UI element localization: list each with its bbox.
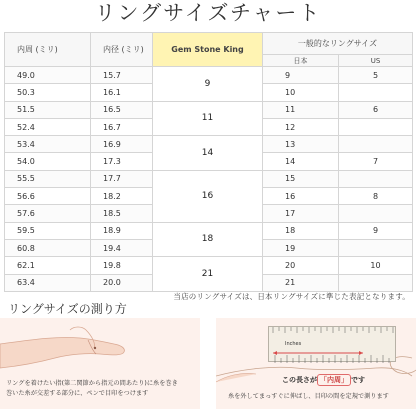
us-size-cell	[339, 170, 413, 187]
us-size-cell	[339, 205, 413, 222]
diameter-cell: 16.5	[91, 101, 153, 118]
japan-size-cell: 9	[263, 67, 339, 84]
us-size-cell: 6	[339, 101, 413, 118]
us-size-cell: 10	[339, 257, 413, 274]
circumference-cell: 63.4	[5, 274, 91, 291]
diameter-cell: 18.5	[91, 205, 153, 222]
caption-left-line-2: 巻いた糸が交差する部分に、ペンで目印をつけます	[6, 390, 149, 397]
diameter-cell: 16.9	[91, 136, 153, 153]
us-size-cell	[339, 118, 413, 135]
caption-left	[6, 379, 196, 399]
us-size-cell: 7	[339, 153, 413, 170]
circumference-cell: 57.6	[5, 205, 91, 222]
hand-illustration	[0, 318, 200, 378]
us-size-cell	[339, 239, 413, 256]
circumference-cell: 59.5	[5, 222, 91, 239]
brand-size-cell: 16	[153, 170, 263, 222]
inner-circumference-label	[282, 374, 365, 386]
japan-size-cell: 17	[263, 205, 339, 222]
circumference-cell: 56.6	[5, 188, 91, 205]
japan-size-cell: 13	[263, 136, 339, 153]
diameter-cell: 18.2	[91, 188, 153, 205]
diameter-cell: 19.4	[91, 239, 153, 256]
brand-size-cell: 11	[153, 101, 263, 136]
measure-title: リングサイズの測り方	[8, 302, 127, 316]
circumference-cell: 51.5	[5, 101, 91, 118]
japan-size-cell: 14	[263, 153, 339, 170]
header-general-size: 一般的なリングサイズ	[263, 33, 413, 55]
caption-right: 糸を外してまっすぐに伸ばし、目印の間を定規で測ります	[228, 393, 389, 400]
header-us: US	[339, 55, 413, 67]
circumference-cell: 62.1	[5, 257, 91, 274]
naishu-suffix: です	[351, 376, 365, 384]
diameter-cell: 18.9	[91, 222, 153, 239]
header-diameter: 内径 (ミリ)	[91, 33, 153, 67]
japan-size-cell: 12	[263, 118, 339, 135]
table-row	[5, 136, 413, 153]
header-brand: Gem Stone King	[153, 33, 263, 67]
diameter-cell: 20.0	[91, 274, 153, 291]
diameter-cell: 17.7	[91, 170, 153, 187]
diameter-cell: 17.3	[91, 153, 153, 170]
circumference-cell: 54.0	[5, 153, 91, 170]
us-size-cell: 5	[339, 67, 413, 84]
circumference-cell: 52.4	[5, 118, 91, 135]
brand-size-cell: 18	[153, 222, 263, 257]
us-size-cell	[339, 84, 413, 101]
us-size-cell	[339, 136, 413, 153]
naishu-prefix: この長さが	[282, 376, 317, 384]
table-row	[5, 170, 413, 187]
header-circumference: 内周 (ミリ)	[5, 33, 91, 67]
table-row	[5, 222, 413, 239]
diameter-cell: 16.1	[91, 84, 153, 101]
japan-size-cell: 16	[263, 188, 339, 205]
table-row	[5, 67, 413, 84]
japan-size-cell: 10	[263, 84, 339, 101]
us-size-cell: 9	[339, 222, 413, 239]
ruler-label: Inches	[285, 341, 302, 347]
us-size-cell	[339, 274, 413, 291]
circumference-cell: 55.5	[5, 170, 91, 187]
circumference-cell: 50.3	[5, 84, 91, 101]
us-size-cell: 8	[339, 188, 413, 205]
ruler	[268, 326, 396, 362]
size-note: 当店のリングサイズは、日本リングサイズに準じた表記となります。	[173, 292, 410, 301]
header-japan: 日本	[263, 55, 339, 67]
japan-size-cell: 11	[263, 101, 339, 118]
japan-size-cell: 20	[263, 257, 339, 274]
brand-size-cell: 14	[153, 136, 263, 171]
diameter-cell: 16.7	[91, 118, 153, 135]
naishu-word: 「内周」	[317, 374, 351, 386]
page-title: リングサイズチャート	[94, 1, 322, 25]
circumference-cell: 53.4	[5, 136, 91, 153]
caption-left-line-1: リングを着けたい指(第二関節から指元の間あたり)に糸を巻き	[6, 380, 178, 387]
diameter-cell: 15.7	[91, 67, 153, 84]
circumference-cell: 49.0	[5, 67, 91, 84]
japan-size-cell: 18	[263, 222, 339, 239]
japan-size-cell: 21	[263, 274, 339, 291]
japan-size-cell: 19	[263, 239, 339, 256]
brand-size-cell: 21	[153, 257, 263, 292]
table-row	[5, 101, 413, 118]
japan-size-cell: 15	[263, 170, 339, 187]
diameter-cell: 19.8	[91, 257, 153, 274]
circumference-cell: 60.8	[5, 239, 91, 256]
brand-size-cell: 9	[153, 67, 263, 102]
table-row	[5, 257, 413, 274]
ring-size-table	[4, 32, 413, 292]
